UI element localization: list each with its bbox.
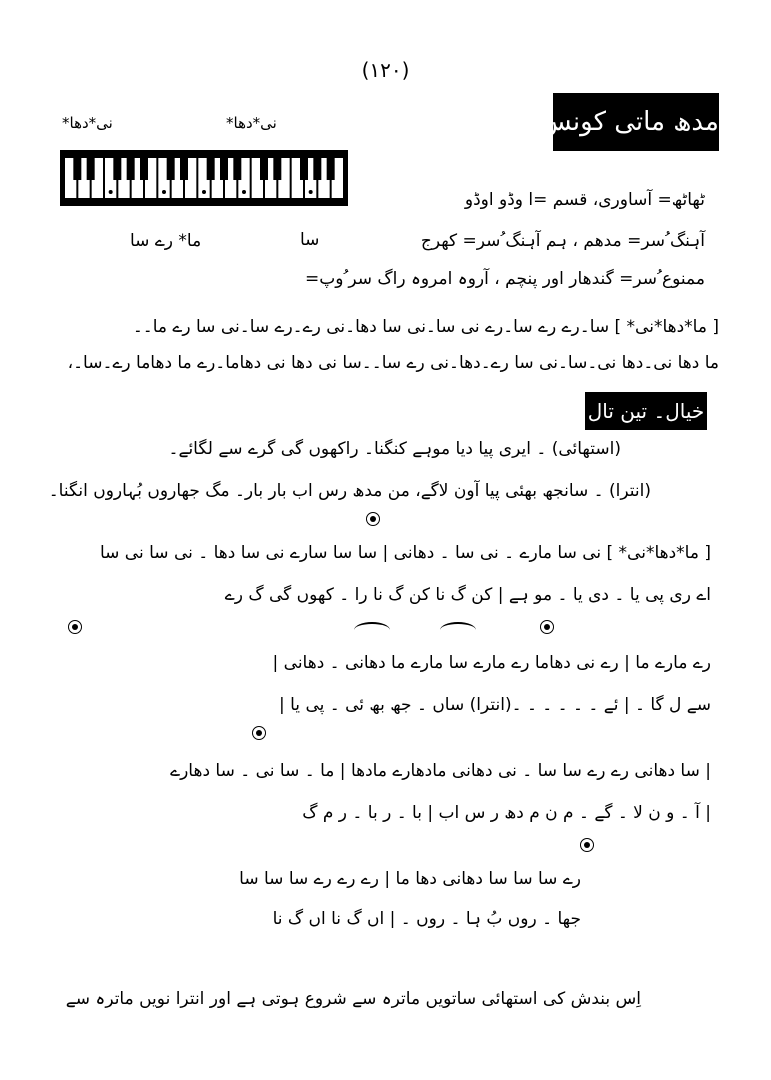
notation-row4-swar: رے سا سا سا دھانی دھا ما | رے رے رے سا سا سا xyxy=(239,869,581,889)
key-marker xyxy=(109,190,113,194)
swaroop-line-2: ما دھا نی۔دھا نی۔سا۔نی سا رے۔دھا۔نی رے سا۔۔سا نی دھا نی دھاما۔رے ما دھاما رے۔سا۔، xyxy=(67,353,719,373)
note-mid: نی*دھا* xyxy=(226,114,277,132)
notation-row1-bol: اے ری پی یا ۔ دی یا ۔ مو ہے | کن گ نا کن گ نا را ۔ کھوں گی گ رے xyxy=(224,585,711,605)
key-marker xyxy=(162,190,166,194)
black-key xyxy=(233,158,241,180)
sam-marker xyxy=(68,620,82,634)
notation-row3-swar: | سا دھانی رے رے سا سا ۔ نی دھانی مادھارے مادھا | ما ۔ سا نی ۔ سا دھارے xyxy=(170,761,711,781)
notation-row3-bol: | آ ۔ و ن لا ۔ گے ۔ م ن م دھ ر س اب | با ۔ ر با ۔ ر م گ xyxy=(302,803,711,823)
key-marker xyxy=(202,190,206,194)
black-key xyxy=(113,158,121,180)
ahang-mid: سا xyxy=(300,230,320,250)
black-key xyxy=(327,158,335,180)
section-heading: خیال۔ تین تال xyxy=(585,392,707,430)
black-key xyxy=(180,158,188,180)
black-key xyxy=(220,158,228,180)
antra-lyrics: (انترا) ۔ سانجھ بھئی پیا آون لاگے، من مدھ رس اب بار بار۔ مگ جھاروں بُہاروں انگنا۔ xyxy=(48,481,651,501)
black-key xyxy=(300,158,308,180)
black-key xyxy=(313,158,321,180)
page-title: مدھ ماتی کونس xyxy=(553,93,719,151)
notation-row2-swar: رے مارے ما | رے نی دھاما رے مارے سا مارے ما دھانی ۔ دھانی | xyxy=(272,653,711,673)
note-left: نی*دھا* xyxy=(62,114,113,132)
mamnoo-line: ممنوع ُسر= گندھار اور پنچم ، آروہ امروہ راگ سر ُوپ= xyxy=(304,269,705,289)
meend-arc xyxy=(354,622,390,638)
ahang-left: ما* رے سا xyxy=(130,231,202,251)
black-key xyxy=(273,158,281,180)
sam-marker xyxy=(252,726,266,740)
meend-arc xyxy=(440,622,476,638)
sam-marker xyxy=(540,620,554,634)
key-marker xyxy=(242,190,246,194)
black-key xyxy=(260,158,268,180)
black-key xyxy=(87,158,95,180)
notation-row1-swar: [ ما*دھا*نی* ] نی سا مارے ۔ نی سا ۔ دھانی | سا سا سارے نی سا دھا ۔ نی سا نی سا xyxy=(99,543,711,563)
asthai-lyrics: (استھائی) ۔ ایری پیا دیا موہے کنگنا۔ راکھوں گی گرے سے لگائے۔ xyxy=(168,439,621,459)
notation-row2-bol: سے ل گا ۔ | ئے ۔ ۔ ۔ ۔ ۔ ۔(انترا) ساں ۔ جھ بھ ئی ۔ پی یا | xyxy=(279,695,711,715)
sam-marker xyxy=(366,512,380,526)
black-key xyxy=(73,158,81,180)
notation-row4-bol: جھا ۔ روں بُ ہا ۔ روں ۔ | اں گ نا اں گ نا xyxy=(272,909,581,929)
black-key xyxy=(127,158,135,180)
page-number: (۱۲۰) xyxy=(361,58,410,82)
black-key xyxy=(207,158,215,180)
piano-keyboard-diagram xyxy=(60,150,348,206)
key-marker xyxy=(309,190,313,194)
ahang-line: آہنگ ُسر= مدھم ، ہم آہنگ ُسر= کھرج xyxy=(420,231,705,251)
black-key xyxy=(140,158,148,180)
sam-marker xyxy=(580,838,594,852)
swaroop-line-1: [ ما*دھا*نی* ] سا۔رے رے سا۔رے نی سا۔نی سا دھا۔نی رے۔رے سا۔نی سا رے ما۔۔ xyxy=(132,317,719,337)
thaat-line: ٹھاٹھ= آساوری، قسم =ا وڈو اوڈو xyxy=(464,190,705,210)
black-key xyxy=(167,158,175,180)
footer-note: اِس بندش کی استھائی ساتویں ماترہ سے شروع ہوتی ہے اور انترا نویں ماترہ سے xyxy=(65,989,641,1009)
